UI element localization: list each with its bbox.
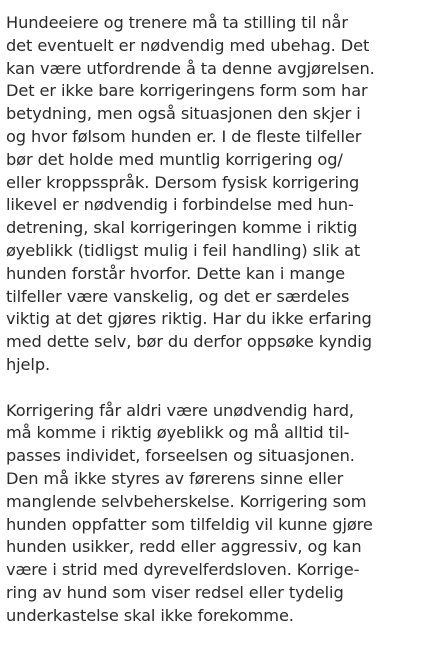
text-line: hunden oppfatter som tilfeldig vil kunne gjøre [6,514,373,534]
text-line: hunden usikker, redd eller aggressiv, og kan [6,537,362,557]
text-line: detrening, skal korrigeringen komme i riktig [6,218,358,238]
text-line: Hundeeiere og trenere må ta stilling til når [6,13,348,32]
text-line: hjelp. [6,354,51,374]
text-line: viktig at det gjøres riktig. Har du ikke erfaring [6,309,372,329]
text-line: Det er ikke bare korrigeringens form som har [6,81,368,101]
paragraph-2 [6,400,432,628]
text-line: underkastelse skal ikke forekomme. [6,605,294,625]
text-line: manglende selvbeherskelse. Korrigering som [6,491,367,511]
text-line: det eventuelt er nødvendig med ubehag. Det [6,35,370,55]
text-line: betydning, men også situasjonen den skjer i [6,104,361,124]
text-line: må komme i riktig øyeblikk og må alltid til- [6,423,350,443]
text-line: med dette selv, bør du derfor oppsøke kyndig [6,332,372,352]
paragraph-1 [6,12,432,377]
text-line: være i strid med dyrevelferdsloven. Korrige- [6,560,360,580]
text-line: tilfeller være vanskelig, og det er særdeles [6,286,350,306]
text-line: hunden forstår hvorfor. Dette kan i mange [6,263,345,283]
text-line: likevel er nødvendig i forbindelse med hun- [6,195,354,215]
text-line: kan være utfordrende å ta denne avgjørelsen. [6,58,375,78]
text-line: og hvor følsom hunden er. I de fleste tilfeller [6,126,362,146]
text-line: bør det holde med muntlig korrigering og/ [6,149,343,169]
text-line: Den må ikke styres av førerens sinne eller [6,468,344,488]
text-line: ring av hund som viser redsel eller tydelig [6,582,344,602]
text-line: øyeblikk (tidligst mulig i feil handling) slik at [6,240,361,260]
text-line: Korrigering får aldri være unødvendig hard, [6,400,354,420]
text-line: passes individet, forseelsen og situasjonen. [6,446,355,466]
document-page [6,12,432,628]
text-line: eller kroppsspråk. Dersom fysisk korrigering [6,172,360,192]
